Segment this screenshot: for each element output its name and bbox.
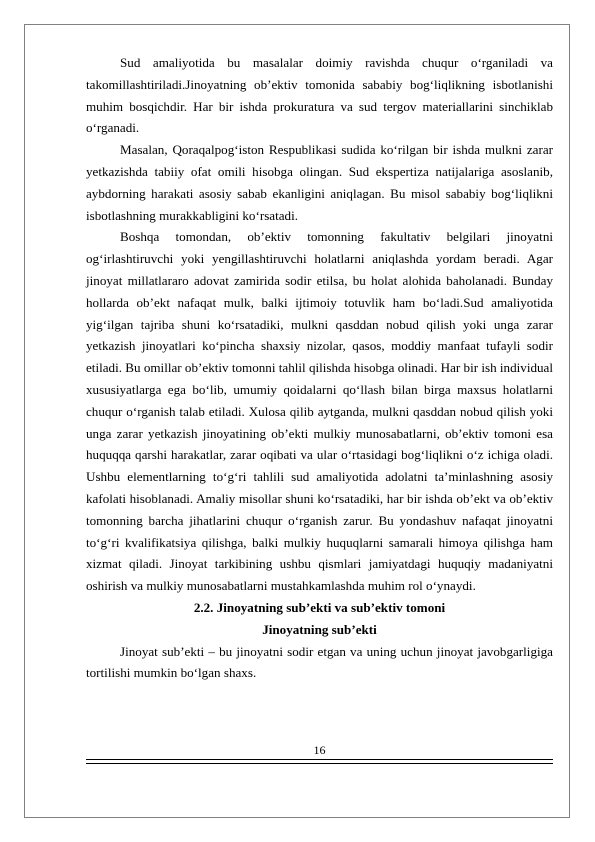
footer-rule-bottom: [86, 763, 553, 764]
document-body: [86, 52, 553, 684]
paragraph-facultative-features: Boshqa tomondan, ob’ektiv tomonning fakultativ belgilari jinoyatni og‘irlashtiruvchi yoki yengillashtiruvchi holatlarni aniqlashda yordam beradi. Agar jinoyat millatlararo adovat zamirida sodir etilsa, bu holat alohida baholanadi. Bunday hollarda ob’ekt nafaqat mulk, balki ijtimoiy totuvlik ham bo‘ladi.Sud amaliyotida yig‘ilgan tajriba shuni ko‘rsatadiki, mulkni qasddan nobud qilish yoki unga zarar yetkazish jinoyatlari ko‘pincha shaxsiy nizolar, qasos, moddiy manfaat tufayli sodir etiladi. Bu omillar ob’ektiv tomonni tahlil qilishda hisobga olinadi. Har bir ish individual xususiyatlarga ega bo‘lib, umumiy qoidalarni qo‘llash bilan birga maxsus holatlarni chuqur o‘rganish talab etiladi. Xulosa qilib aytganda, mulkni qasddan nobud qilish yoki unga zarar yetkazish jinoyatining ob’ekti mulkiy munosabatlarni, ob’ektiv tomoni esa huquqqa qarshi harakatlar, zarar oqibati va ular o‘rtasidagi bog‘liqlikni o‘z ichiga oladi. Ushbu elementlarning to‘g‘ri tahlili sud amaliyotida adolatni ta’minlashning asosiy kafolati hisoblanadi. Amaliy misollar shuni ko‘rsatadiki, har bir ishda ob’ekt va ob’ektiv tomonning barcha jihatlarini chuqur o‘rganish zarur. Bu yondashuv nafaqat jinoyatni to‘g‘ri kvalifikatsiya qilishga, balki mulkiy huquqlarni samarali himoya qilishga ham xizmat qiladi. Jinoyat tarkibining ushbu qismlari jamiyatdagi huquqiy madaniyatni oshirish va mulkiy munosabatlarni mustahkamlashda muhim rol o‘ynaydi.: [86, 229, 553, 594]
paragraph-karakalpakstan-example: Masalan, Qoraqalpog‘iston Respublikasi sudida ko‘rilgan bir ishda mulkni zarar yetkazishda tabiiy ofat omili hisobga olingan. Sud ekspertiza natijalariga asoslanib, aybdorning harakati asosiy sabab ekanligini aniqlagan. Bu misol sababiy bog‘liqlikni isbotlashning murakkabligini ko‘rsatadi.: [86, 142, 553, 223]
paragraph-subject-definition: Jinoyat sub’ekti – bu jinoyatni sodir etgan va uning uchun jinoyat javobgarligiga tortilishi mumkin bo‘lgan shaxs.: [86, 643, 553, 681]
footer-rule-top: [86, 759, 553, 760]
page-number: 16: [313, 743, 326, 757]
section-heading: 2.2. Jinoyatning sub’ekti va sub’ektiv tomoni: [193, 599, 446, 615]
subsection-heading: Jinoyatning sub’ekti: [262, 621, 377, 637]
paragraph-court-practice: Sud amaliyotida bu masalalar doimiy ravishda chuqur o‘rganiladi va takomillashtiriladi.Jinoyatning ob’ektiv tomonida sababiy bog‘liqlikning isbotlanishi muhim bosqichdir. Har bir ishda prokuratura va sud tergov materiallarini sinchiklab o‘rganadi.: [86, 55, 553, 136]
